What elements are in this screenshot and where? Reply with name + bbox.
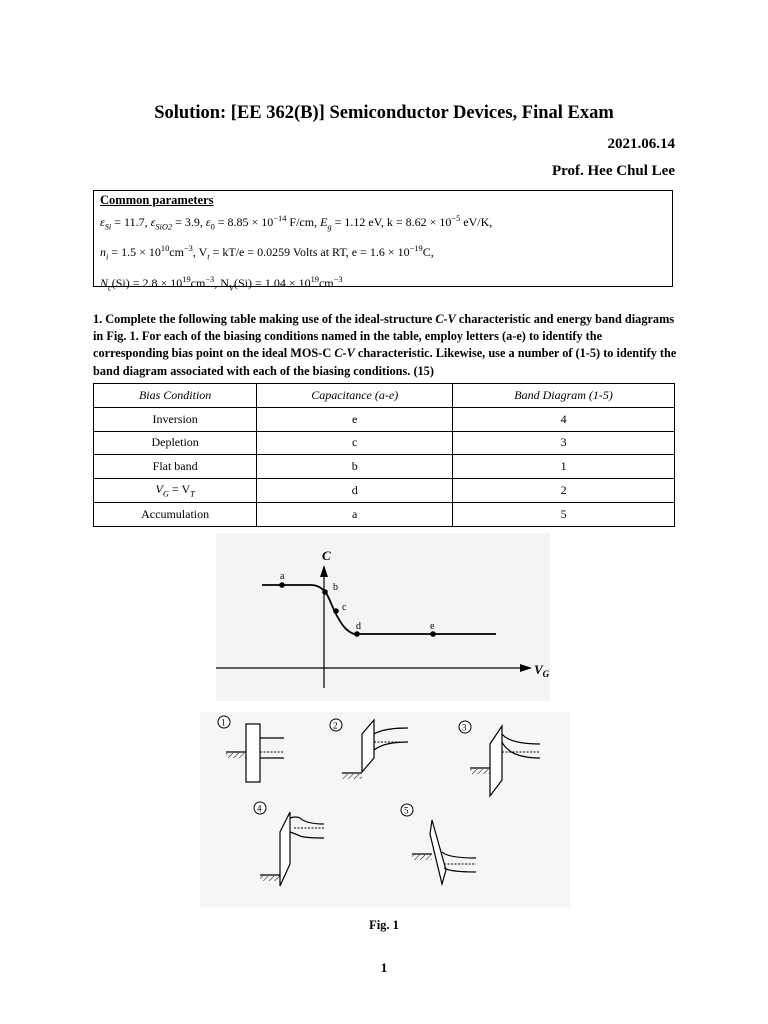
table-cell: 4 xyxy=(453,407,675,431)
table-cell: $V_G = V_T$ xyxy=(94,479,257,503)
common-parameters-heading: Common parameters xyxy=(100,193,214,207)
table-cell: Accumulation xyxy=(94,502,257,526)
svg-text:2: 2 xyxy=(333,720,338,731)
table-cell: Flat band xyxy=(94,455,257,479)
table-cell: 2 xyxy=(453,479,675,503)
label-e: e xyxy=(430,621,435,632)
table-cell: Inversion xyxy=(94,407,257,431)
band-diagram-figure xyxy=(200,712,570,907)
common-parameters-box xyxy=(93,190,673,293)
label-b: b xyxy=(333,582,338,593)
table-header-cell: Band Diagram (1-5) xyxy=(453,384,675,408)
bias-condition-table xyxy=(93,383,675,527)
table-row xyxy=(94,407,675,431)
table-row xyxy=(94,455,675,479)
figure-caption: Fig. 1 xyxy=(369,918,399,932)
exam-date: 2021.06.14 xyxy=(607,136,675,152)
svg-text:3: 3 xyxy=(462,722,467,733)
point-e xyxy=(430,631,436,637)
label-a: a xyxy=(280,571,285,582)
vg-axis-label: $V_G$ xyxy=(534,662,550,679)
point-a xyxy=(279,582,285,588)
svg-text:1: 1 xyxy=(221,717,226,728)
point-b xyxy=(322,589,328,595)
table-cell: 1 xyxy=(453,455,675,479)
table-row xyxy=(94,502,675,526)
label-c: c xyxy=(342,602,347,613)
label-d: d xyxy=(356,621,361,632)
table-cell: b xyxy=(257,455,453,479)
svg-text:4: 4 xyxy=(257,803,262,814)
table-cell: c xyxy=(257,431,453,455)
table-row xyxy=(94,479,675,503)
point-c xyxy=(333,608,339,614)
table-cell: Depletion xyxy=(94,431,257,455)
cv-characteristic-figure xyxy=(214,533,552,703)
page-number: 1 xyxy=(380,960,388,975)
c-axis-label: C xyxy=(322,548,331,563)
table-cell: a xyxy=(257,502,453,526)
parameters-line-3: $N_c(Si) = 2.8 \times 10^{19}cm^{-3}$, $N_V(Si) = 1.04 \times 10^{19}cm^{-3}$ xyxy=(100,274,343,293)
page-title: Solution: [EE 362(B)] Semiconductor Devices, Final Exam xyxy=(154,103,614,123)
table-cell: d xyxy=(257,479,453,503)
table-cell: e xyxy=(257,407,453,431)
table-row xyxy=(94,431,675,455)
parameters-line-2: $n_i = 1.5 \times 10^{10}cm^{-3}$, $V_t = kT/e = 0.0259$ Volts at RT, $e = 1.6 \times 10^{-19}C$, xyxy=(100,244,434,262)
table-cell: 3 xyxy=(453,431,675,455)
question-1-text: 1. Complete the following table making use of the ideal-structure C-V characteristic and energy band diagrams in Fig. 1. For each of the biasing conditions named in the table, employ letters (a-e) to identify the corresponding bias point on the ideal MOS-C C-V characteristic. Likewise, use a number of (1-5) to identify the band diagram associated with each of the biasing conditions. (15) xyxy=(93,312,677,378)
table-header-row xyxy=(94,384,675,408)
professor-name: Prof. Hee Chul Lee xyxy=(551,163,675,179)
parameters-line-1: $\varepsilon_{Si} = 11.7$, $\varepsilon_{SiO2} = 3.9$, $\varepsilon_0 = 8.85 \times 10^{-14}$ F/cm, $E_g = 1.12$ eV, $k = 8.62 \times 10^{-5}$ eV/K, xyxy=(100,214,493,232)
svg-text:5: 5 xyxy=(404,805,409,816)
table-header-cell: Capacitance (a-e) xyxy=(257,384,453,408)
point-d xyxy=(354,631,360,637)
table-header-cell: Bias Condition xyxy=(94,384,257,408)
table-cell: 5 xyxy=(453,502,675,526)
figure-background xyxy=(216,533,550,701)
